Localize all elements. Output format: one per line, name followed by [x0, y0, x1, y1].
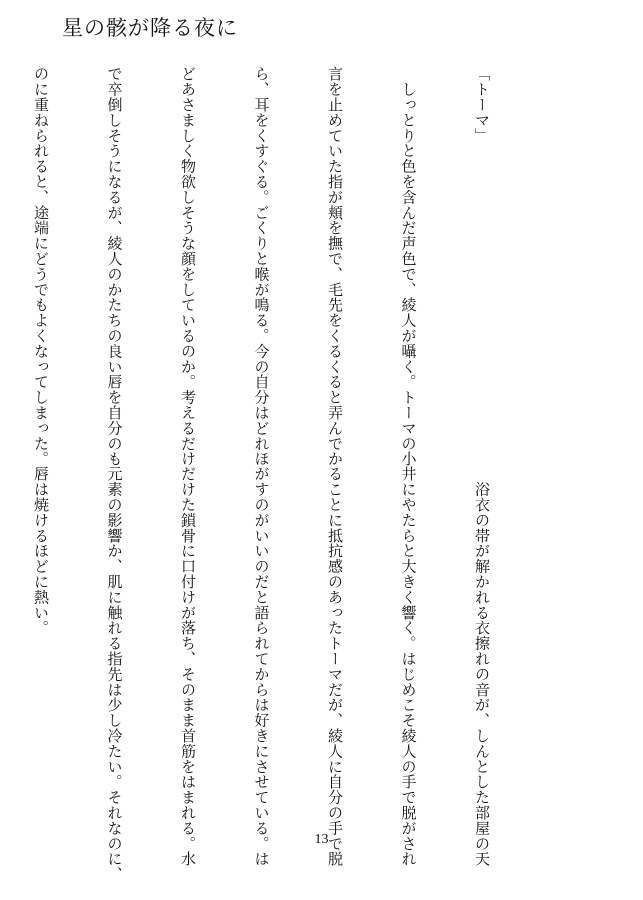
text-line: だけた鎖骨に口付けが落ち、そのまま首筋をはまれる。水 — [179, 466, 197, 867]
text-line: どあさましく物欲しそうな顔をしているのか。考えるだけ — [179, 66, 197, 467]
running-title: 星の骸が降る夜に — [62, 16, 238, 40]
text-line: ることに抵抗感のあったトーマだが、綾人に自分の手で脱 — [326, 466, 344, 867]
text-line: のに重ねられると、途端にどうでもよくなってしまった。 — [32, 66, 50, 467]
text-line: 言を止めていた指が頬を撫で、毛先をくるくると弄んでか — [326, 66, 344, 467]
upper-text-block — [0, 66, 543, 467]
text-line: で卒倒しそうになるが、綾人のかたちの良い唇を自分のも — [105, 66, 124, 467]
text-line: 元素の影響か、肌に触れる指先は少し冷たい。それなのに、 — [105, 466, 124, 882]
text-line: 井にやたらと大きく響く。はじめこそ綾人の手で脱がされ — [399, 466, 418, 867]
text-line: 「トーマ」 — [473, 66, 491, 143]
page-number: 13 — [314, 832, 329, 847]
text-line: しっとりと色を含んだ声色で、綾人が囁く。トーマの小 — [399, 66, 418, 467]
text-line: 唇は焼けるほどに熱い。 — [32, 466, 50, 636]
text-line: がすのがいいのだと語られてからは好きにさせている。は — [252, 466, 271, 867]
text-line: 浴衣の帯が解かれる衣擦れの音が、しんとした部屋の天 — [473, 466, 491, 867]
lower-text-block — [0, 466, 543, 882]
text-line: ら、耳をくすぐる。ごくりと喉が鳴る。今の自分はどれほ — [252, 66, 271, 467]
